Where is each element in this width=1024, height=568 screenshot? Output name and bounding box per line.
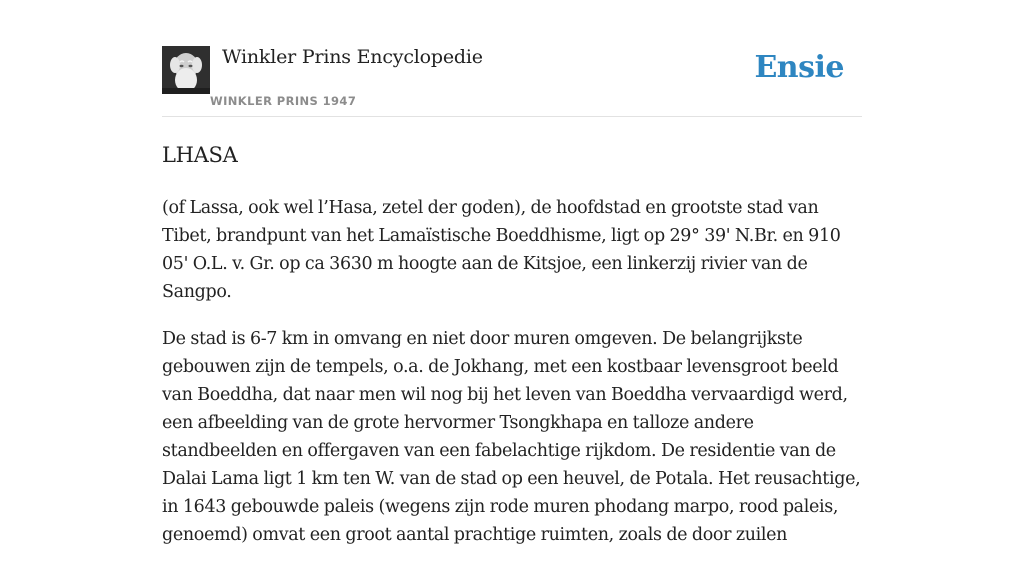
article-paragraph: De stad is 6-7 km in omvang en niet door muren omgeven. De belangrijkste gebouwen zijn de tempels, o.a. de Jokhang, met een kostbaar levensgroot beeld van Boeddha, dat naar men wil nog bij het leven van Boeddha vervaardigd werd, een afbeelding van de grote hervormer Tsongkhapa en talloze andere standbeelden en offergaven van een fabelachtige rijkdom. De residentie van de Dalai Lama ligt 1 km ten W. van de stad op een heuvel, de Potala. Het reusachtige, in 1643 gebouwde paleis (wegens zijn rode muren phodang marpo, rood paleis, genoemd) omvat een groot aantal prachtige ruimten, zoals de door zuilen [162,329,861,545]
author-avatar[interactable] [162,46,210,94]
site-title[interactable]: Winkler Prins Encyclopedie [222,46,483,68]
article-paragraph: (of Lassa, ook wel l’Hasa, zetel der goden), de hoofdstad en grootste stad van Tibet, brandpunt van het Lamaïstische Boeddhisme, ligt op 29° 39' N.Br. en 910 05' O.L. v. Gr. op ca 3630 m hoogte aan de Kitsjoe, een linkerzij rivier van de Sangpo. [162,198,841,302]
portrait-image [162,46,210,94]
article [162,140,867,568]
article-title: LHASA [162,143,238,167]
site-header [162,46,862,117]
site-subtitle[interactable]: WINKLER PRINS 1947 [210,94,357,108]
brand-logo[interactable]: Ensie [754,50,844,85]
